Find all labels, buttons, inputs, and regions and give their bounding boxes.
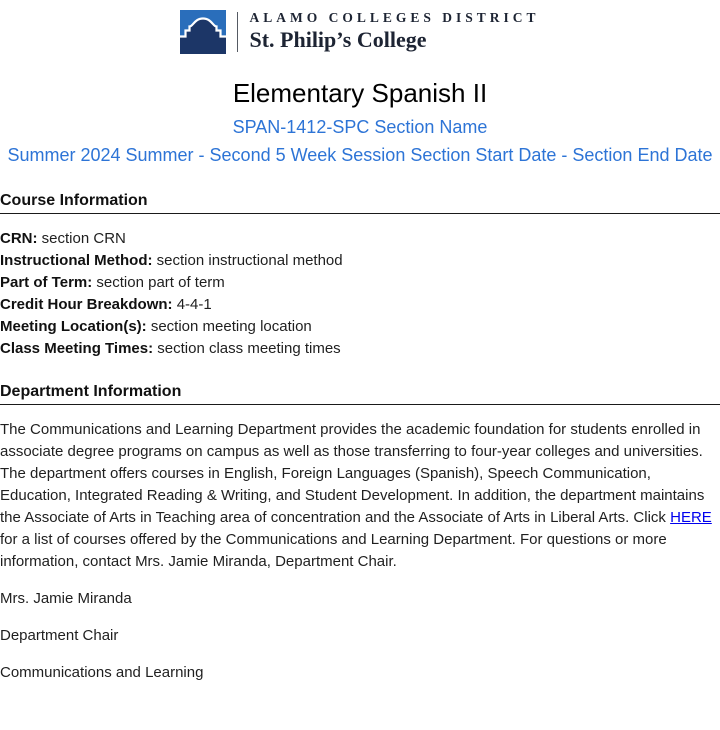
logo-college-name: St. Philip’s College [249, 27, 427, 53]
department-description [0, 419, 720, 573]
alamo-mission-icon [180, 10, 226, 54]
contact-title: Department Chair [0, 627, 119, 644]
section-name: SPAN-1412-SPC Section Name [232, 117, 488, 137]
course-information-heading: Course Information [0, 191, 720, 214]
course-list-link[interactable]: HERE [670, 509, 712, 526]
contact-department: Communications and Learning [0, 664, 204, 681]
field-value: section CRN [41, 230, 126, 247]
field-label: CRN: [0, 230, 38, 247]
field-crn [0, 228, 720, 250]
field-value: section part of term [96, 274, 225, 291]
field-value: section meeting location [150, 318, 312, 335]
field-label: Class Meeting Times: [0, 340, 154, 357]
field-label: Part of Term: [0, 274, 93, 291]
field-credit-hour-breakdown [0, 294, 720, 316]
course-page [0, 78, 720, 684]
logo-divider [237, 12, 238, 52]
department-information-heading: Department Information [0, 382, 720, 405]
department-information-section [0, 382, 720, 684]
description-text-before-link: The Communications and Learning Department provides the academic foundation for students enrolled in associate degree programs on campus as well as those transferring to four-year colleges and universities. The department offers courses in English, Foreign Languages (Spanish), Speech Communication, Education, Integrated Reading & Writing, and Student Development. In addition, the department maintains the Associate of Arts in Teaching area of concentration and the Associate of Arts in Liberal Arts. Click [0, 421, 705, 526]
field-value: section instructional method [156, 252, 343, 269]
session-dates: Summer 2024 Summer - Second 5 Week Session Section Start Date - Section End Date [7, 145, 713, 165]
logo-district-name: ALAMO COLLEGES DISTRICT [249, 10, 540, 26]
field-instructional-method [0, 250, 720, 272]
college-logo [0, 10, 720, 54]
description-text-after-link: for a list of courses offered by the Communications and Learning Department. For questions or more information, contact Mrs. Jamie Miranda, Department Chair. [0, 531, 667, 570]
field-part-of-term [0, 272, 720, 294]
field-meeting-locations [0, 316, 720, 338]
field-label: Meeting Location(s): [0, 318, 147, 335]
course-information-fields [0, 228, 720, 360]
field-label: Credit Hour Breakdown: [0, 296, 173, 313]
course-information-section [0, 191, 720, 360]
field-value: 4-4-1 [176, 296, 212, 313]
field-class-meeting-times [0, 338, 720, 360]
course-title: Elementary Spanish II [232, 78, 488, 108]
contact-name: Mrs. Jamie Miranda [0, 590, 132, 607]
field-value: section class meeting times [157, 340, 341, 357]
field-label: Instructional Method: [0, 252, 153, 269]
